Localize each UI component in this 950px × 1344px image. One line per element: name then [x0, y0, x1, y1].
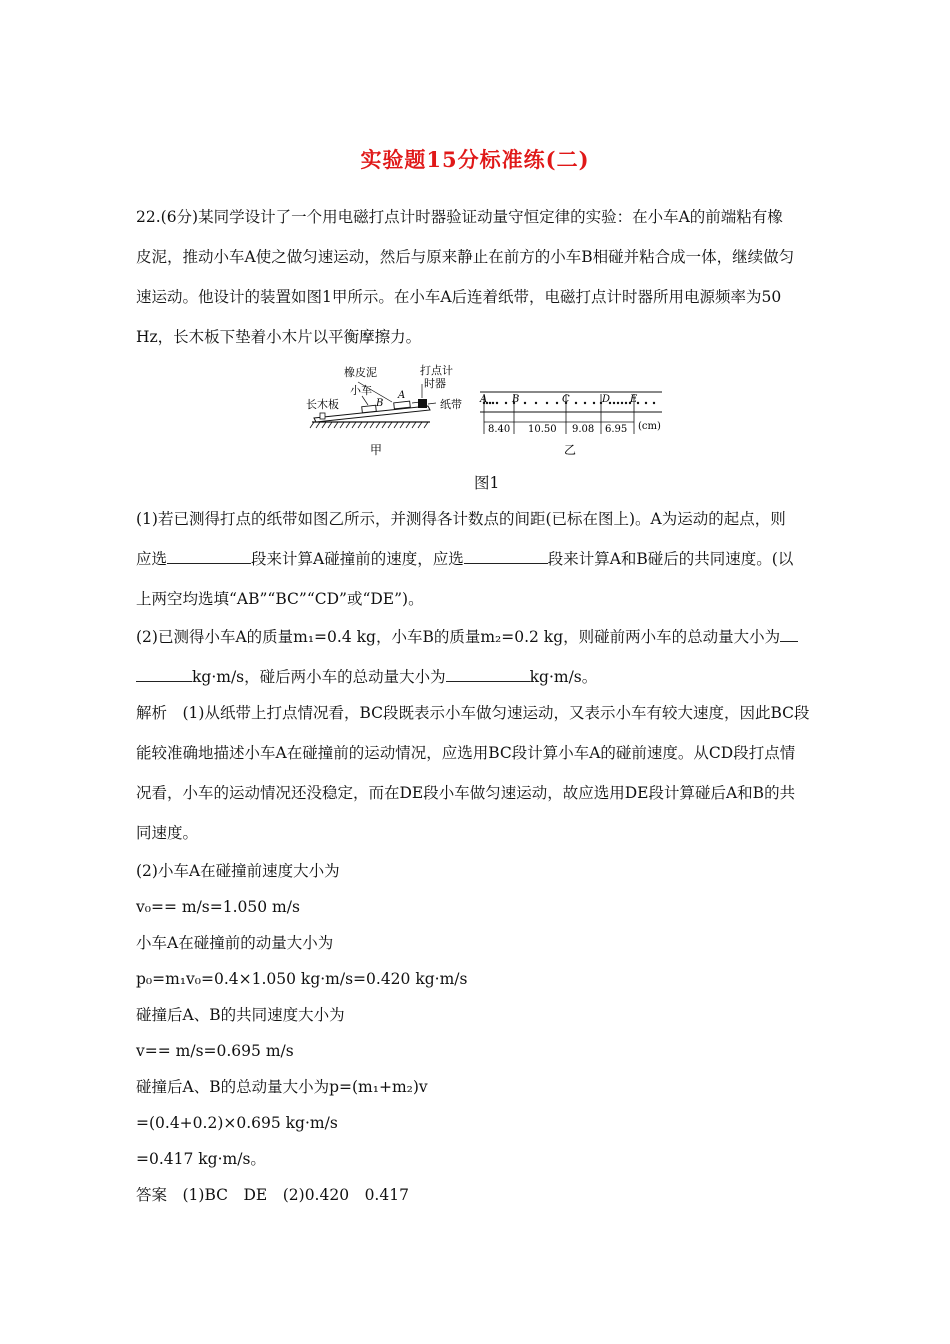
solution-line-10: v== m/s=0.695 m/s: [136, 1042, 294, 1060]
part2-text-a: (2)已测得小车A的质量m₁=0.4 kg，小车B的质量m₂=0.2 kg，则碰前两小车的总动量大小为: [136, 628, 781, 646]
caption-yi: 乙: [564, 443, 577, 457]
label-timer-2: 时器: [424, 377, 446, 390]
part1-line-3: 上两空均选填“AB”“BC”“CD”或“DE”)。: [136, 590, 424, 608]
solution-line-1: 解析 (1)从纸带上打点情况看，BC段既表示小车做匀速运动，又表示小车有较大速度，因此BC段: [136, 704, 810, 722]
label-cart-a: A: [398, 390, 406, 401]
part1-text-c: 段来计算A和B碰后的共同速度。(以: [547, 550, 794, 568]
answer-line: 答案 (1)BC DE (2)0.420 0.417: [136, 1186, 409, 1204]
caption-jia: 甲: [370, 443, 383, 457]
part1-text-b: 段来计算A碰撞前的速度，应选: [251, 550, 464, 568]
solution-line-3: 况看，小车的运动情况还没稳定，而在DE段小车做匀速运动，故应选用DE段计算碰后A和B的共: [136, 784, 796, 802]
part2-text-b: kg·m/s，碰后两小车的总动量大小为: [192, 668, 446, 686]
point-c: C: [562, 394, 570, 405]
stem-line-2: 皮泥，推动小车A使之做匀速运动，然后与原来静止在前方的小车B相碰并粘合成一体，继续做匀: [136, 248, 795, 266]
page-title: 实验题15分标准练(二): [360, 147, 590, 172]
distance-de: 6.95: [605, 424, 628, 435]
part1-line-2: [136, 548, 793, 570]
label-timer-1: 打点计: [420, 364, 453, 377]
figure-1: [300, 362, 680, 462]
label-board: 长木板: [306, 398, 339, 411]
answer-blank-3b[interactable]: [136, 667, 192, 682]
part2-line-2: [136, 666, 597, 688]
solution-line-6: v₀== m/s=1.050 m/s: [136, 898, 300, 916]
solution-line-2: 能较准确地描述小车A在碰撞前的运动情况，应选用BC段计算小车A的碰前速度。从CD段打点情: [136, 744, 796, 762]
point-a: A: [480, 394, 488, 405]
solution-line-5: (2)小车A在碰撞前速度大小为: [136, 862, 340, 880]
figure-caption: 图1: [474, 474, 500, 492]
part1-line-1: (1)若已测得打点的纸带如图乙所示，并测得各计数点的间距(已标在图上)。A为运动的起点，则: [136, 510, 786, 528]
answer-blank-3a[interactable]: [780, 627, 798, 642]
label-cart-b: B: [376, 398, 384, 409]
solution-line-12: =(0.4+0.2)×0.695 kg·m/s: [136, 1114, 338, 1132]
solution-line-7: 小车A在碰撞前的动量大小为: [136, 934, 334, 952]
stem-line-3: 速运动。他设计的装置如图1甲所示。在小车A后连着纸带，电磁打点计时器所用电源频率为50: [136, 288, 782, 306]
label-tape: 纸带: [440, 398, 462, 411]
apparatus-diagram: [306, 363, 462, 457]
part1-text-a: 应选: [136, 550, 168, 568]
label-cart: 小车: [350, 384, 372, 397]
distance-ab: 8.40: [488, 424, 511, 435]
answer-blank-1[interactable]: [167, 549, 251, 564]
point-d: D: [602, 394, 611, 405]
stem-line-1: 22.(6分)某同学设计了一个用电磁打点计时器验证动量守恒定律的实验：在小车A的前端粘有橡: [136, 208, 783, 226]
solution-line-9: 碰撞后A、B的共同速度大小为: [136, 1006, 345, 1024]
solution-line-13: =0.417 kg·m/s。: [136, 1150, 266, 1168]
paper-tape-diagram: [479, 392, 662, 457]
distance-bc: 10.50: [528, 424, 557, 435]
solution-line-8: p₀=m₁v₀=0.4×1.050 kg·m/s=0.420 kg·m/s: [136, 970, 468, 988]
point-b: B: [512, 394, 520, 405]
distance-cd: 9.08: [572, 424, 595, 435]
label-rubber: 橡皮泥: [344, 366, 377, 379]
part2-line-1: [136, 626, 798, 648]
point-e: E: [630, 394, 638, 405]
part2-text-c: kg·m/s。: [529, 668, 598, 686]
answer-blank-4[interactable]: [446, 667, 530, 682]
solution-line-11: 碰撞后A、B的总动量大小为p=(m₁+m₂)v: [136, 1078, 428, 1096]
distance-unit: (cm): [638, 421, 661, 432]
stem-line-4: Hz，长木板下垫着小木片以平衡摩擦力。: [136, 328, 422, 346]
answer-blank-2[interactable]: [464, 549, 548, 564]
solution-line-4: 同速度。: [136, 824, 199, 842]
